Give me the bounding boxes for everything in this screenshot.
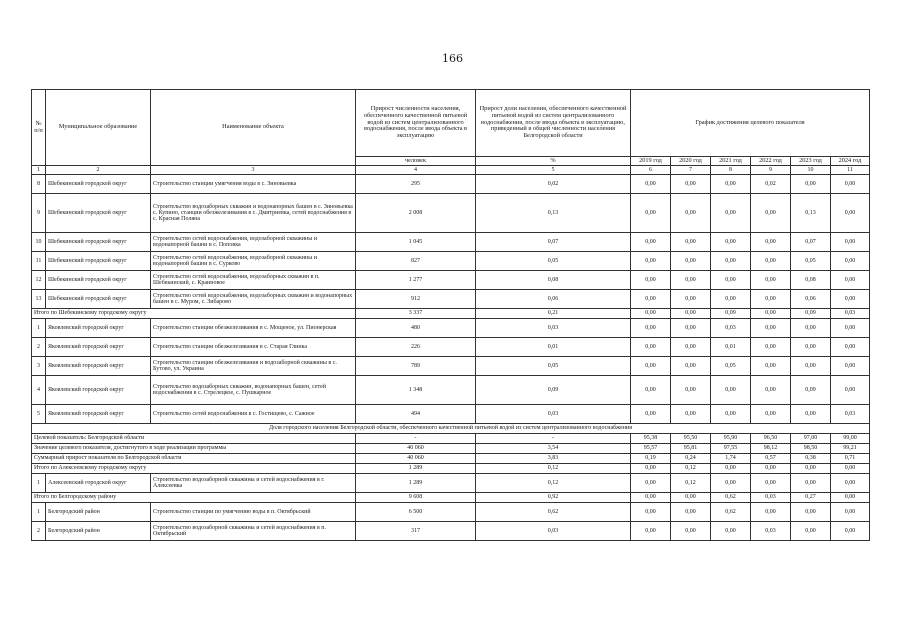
year-value-cell: 0,00	[751, 464, 791, 474]
summary-label: Итого по Белгородскому району	[32, 493, 356, 503]
year-value-cell: 0,00	[831, 493, 870, 503]
municipality-cell: Яковлевский городской округ	[46, 376, 151, 405]
municipality-cell: Яковлевский городской округ	[46, 357, 151, 376]
year-value-cell: 0,00	[751, 376, 791, 405]
pop-growth-cell: 827	[356, 252, 476, 271]
year-value-cell: 0,00	[711, 175, 751, 194]
year-value-cell: 0,12	[671, 464, 711, 474]
year-value-cell: 0,71	[831, 454, 870, 464]
year-value-cell: 0,00	[671, 309, 711, 319]
object-cell: Строительство станции обезжелезивания в с. Старая Глинка	[151, 338, 356, 357]
summary-label: Итого по Алексеевскому городскому округу	[32, 464, 356, 474]
year-value-cell: 0,08	[791, 271, 831, 290]
table-row	[32, 252, 870, 271]
pop-growth-cell: 1 289	[356, 474, 476, 493]
row-number: 12	[32, 271, 46, 290]
year-value-cell: 0,00	[791, 522, 831, 541]
table-row	[32, 357, 870, 376]
share-growth-cell: 0,07	[476, 233, 631, 252]
share-growth-cell: 0,03	[476, 405, 631, 424]
year-value-cell: 0,57	[751, 454, 791, 464]
share-growth-cell: 0,02	[476, 175, 631, 194]
municipality-cell: Алексеевский городской округ	[46, 474, 151, 493]
pop-growth-cell: 494	[356, 405, 476, 424]
share-growth-cell: 0,21	[476, 309, 631, 319]
column-number: 8	[711, 166, 751, 175]
pop-growth-cell: 1 289	[356, 464, 476, 474]
share-growth-cell: 0,05	[476, 252, 631, 271]
year-value-cell: 0,00	[711, 233, 751, 252]
year-value-cell: 0,00	[631, 493, 671, 503]
year-value-cell: 0,19	[631, 454, 671, 464]
year-value-cell: 0,00	[711, 271, 751, 290]
object-cell: Строительство сетей водоснабжения, водозаборных скважин в п. Шебекинский, с. Краиновое	[151, 271, 356, 290]
pop-growth-cell: 2 008	[356, 194, 476, 233]
year-value-cell: 0,07	[791, 233, 831, 252]
year-value-cell: 0,05	[791, 252, 831, 271]
header-unit-pct: %	[476, 157, 631, 166]
year-value-cell: 95,38	[631, 434, 671, 444]
pop-growth-cell: 295	[356, 175, 476, 194]
pop-growth-cell: 1 277	[356, 271, 476, 290]
year-value-cell: 0,00	[631, 252, 671, 271]
year-value-cell: 95,50	[671, 434, 711, 444]
object-cell: Строительство сетей водоснабжения, водозаборной скважины и водонапорной башни в с. Поповка	[151, 233, 356, 252]
municipality-cell: Белгородский район	[46, 503, 151, 522]
year-value-cell: 0,00	[831, 233, 870, 252]
total-growth-row	[32, 454, 870, 464]
share-growth-cell: 0,62	[476, 503, 631, 522]
header-num: № п/п	[32, 90, 46, 166]
year-value-cell: 0,00	[631, 464, 671, 474]
header-year: 2020 год	[671, 157, 711, 166]
year-value-cell: 0,00	[671, 175, 711, 194]
object-cell: Строительство водозаборной скважины и сетей водоснабжения в г. Алексеевка	[151, 474, 356, 493]
row-number: 2	[32, 522, 46, 541]
year-value-cell: 0,03	[831, 309, 870, 319]
table-row	[32, 175, 870, 194]
year-value-cell: 95,81	[671, 444, 711, 454]
share-growth-cell: 0,05	[476, 357, 631, 376]
row-number: 1	[32, 474, 46, 493]
row-number: 9	[32, 194, 46, 233]
year-value-cell: 0,00	[791, 175, 831, 194]
year-value-cell: 0,00	[831, 319, 870, 338]
year-value-cell: 0,09	[711, 309, 751, 319]
year-value-cell: 99,21	[831, 444, 870, 454]
year-value-cell: 0,00	[751, 357, 791, 376]
share-growth-cell: 0,03	[476, 522, 631, 541]
year-value-cell: 0,00	[671, 405, 711, 424]
header-year: 2023 год	[791, 157, 831, 166]
year-value-cell: 99,00	[831, 434, 870, 444]
header-object: Наименование объекта	[151, 90, 356, 166]
share-growth-cell: 0,13	[476, 194, 631, 233]
year-value-cell: 0,00	[671, 338, 711, 357]
column-number: 9	[751, 166, 791, 175]
municipality-cell: Шебекинский городской округ	[46, 271, 151, 290]
year-value-cell: 0,00	[751, 252, 791, 271]
object-cell: Строительство станции по умягчению воды в п. Октябрьский	[151, 503, 356, 522]
total-row	[32, 493, 870, 503]
year-value-cell: 0,05	[711, 357, 751, 376]
object-cell: Строительство станции обезжелезивания и водозаборной скважины в с. Бутово, ул. Украина	[151, 357, 356, 376]
object-cell: Строительство сетей водоснабжения в с. Гостищево, с. Сажное	[151, 405, 356, 424]
target-indicator-table	[31, 89, 870, 541]
target-indicator-row	[32, 434, 870, 444]
year-value-cell: 0,06	[791, 290, 831, 309]
year-value-cell: 0,00	[671, 271, 711, 290]
year-value-cell: 0,00	[671, 233, 711, 252]
total-row	[32, 464, 870, 474]
year-value-cell: 0,00	[791, 319, 831, 338]
year-value-cell: 0,03	[751, 522, 791, 541]
year-value-cell: 95,57	[631, 444, 671, 454]
header-share-growth: Прирост доли населения, обеспеченного качественной питьевой водой из систем централизованного водоснабжения, после ввода объекта в эксплуатацию, приведенный в общей численности населения Белгородской области	[476, 90, 631, 157]
summary-label: Итого по Шебекинскому городскому округу	[32, 309, 356, 319]
object-cell: Строительство водозаборной скважины и сетей водоснабжения в п. Октябрьский	[151, 522, 356, 541]
table-row	[32, 522, 870, 541]
municipality-cell: Шебекинский городской округ	[46, 252, 151, 271]
year-value-cell: 0,38	[791, 454, 831, 464]
share-growth-cell: -	[476, 434, 631, 444]
table-row	[32, 376, 870, 405]
pop-growth-cell: 1 348	[356, 376, 476, 405]
row-number: 2	[32, 338, 46, 357]
column-number: 2	[46, 166, 151, 175]
column-number: 1	[32, 166, 46, 175]
year-value-cell: 0,00	[711, 194, 751, 233]
year-value-cell: 0,00	[831, 175, 870, 194]
year-value-cell: 0,27	[791, 493, 831, 503]
pop-growth-cell: 40 060	[356, 444, 476, 454]
year-value-cell: 0,00	[631, 376, 671, 405]
year-value-cell: 0,00	[831, 252, 870, 271]
municipality-cell: Шебекинский городской округ	[46, 233, 151, 252]
year-value-cell: 98,12	[751, 444, 791, 454]
year-value-cell: 0,13	[791, 194, 831, 233]
year-value-cell: 0,00	[751, 503, 791, 522]
column-number: 10	[791, 166, 831, 175]
year-value-cell: 0,00	[711, 522, 751, 541]
share-growth-cell: 0,03	[476, 319, 631, 338]
table-row	[32, 474, 870, 493]
row-number: 10	[32, 233, 46, 252]
column-number: 4	[356, 166, 476, 175]
total-row	[32, 309, 870, 319]
share-growth-cell: 3,83	[476, 454, 631, 464]
section-title: Доля городского населения Белгородской области, обеспеченного качественной питьевой водой из систем централизованного водоснабжения	[32, 424, 870, 434]
header-schedule: График достижения целевого показателя	[631, 90, 870, 157]
year-value-cell: 0,00	[671, 194, 711, 233]
header-year: 2019 год	[631, 157, 671, 166]
section-row	[32, 424, 870, 434]
column-number: 3	[151, 166, 356, 175]
year-value-cell: 0,09	[791, 376, 831, 405]
year-value-cell: 0,00	[751, 338, 791, 357]
share-growth-cell: 0,12	[476, 464, 631, 474]
year-value-cell: 0,12	[671, 474, 711, 493]
summary-label: Целевой показатель: Белгородской области	[32, 434, 356, 444]
year-value-cell: 0,00	[831, 338, 870, 357]
pop-growth-cell: 789	[356, 357, 476, 376]
header-year: 2021 год	[711, 157, 751, 166]
summary-label: Суммарный прирост показателя по Белгородской области	[32, 454, 356, 464]
table-row	[32, 194, 870, 233]
year-value-cell: 0,00	[791, 474, 831, 493]
municipality-cell: Белгородский район	[46, 522, 151, 541]
year-value-cell: 0,00	[791, 338, 831, 357]
header-municipality: Муниципальное образование	[46, 90, 151, 166]
year-value-cell: 0,00	[791, 503, 831, 522]
header-year: 2024 год	[831, 157, 870, 166]
table-row	[32, 338, 870, 357]
year-value-cell: 0,00	[831, 271, 870, 290]
year-value-cell: 0,00	[751, 319, 791, 338]
year-value-cell: 0,00	[671, 252, 711, 271]
row-number: 11	[32, 252, 46, 271]
year-value-cell: 0,03	[711, 319, 751, 338]
year-value-cell: 97,00	[791, 434, 831, 444]
row-number: 13	[32, 290, 46, 309]
year-value-cell: 1,74	[711, 454, 751, 464]
column-number: 5	[476, 166, 631, 175]
page-number: 166	[442, 52, 463, 65]
year-value-cell: 0,00	[831, 522, 870, 541]
municipality-cell: Яковлевский городской округ	[46, 338, 151, 357]
year-value-cell: 0,62	[711, 493, 751, 503]
year-value-cell: 0,00	[631, 338, 671, 357]
municipality-cell: Шебекинский городской округ	[46, 290, 151, 309]
year-value-cell: 0,00	[831, 376, 870, 405]
year-value-cell: 0,00	[671, 376, 711, 405]
pop-growth-cell: 317	[356, 522, 476, 541]
year-value-cell: 0,00	[631, 233, 671, 252]
year-value-cell: 0,24	[671, 454, 711, 464]
year-value-cell: 96,50	[751, 434, 791, 444]
pop-growth-cell: 40 060	[356, 454, 476, 464]
year-value-cell: 0,03	[831, 405, 870, 424]
object-cell: Строительство водозаборных скважин, водонапорных башен, сетей водоснабжения в с. Стрелецкое, с. Пушкарное	[151, 376, 356, 405]
table-row	[32, 271, 870, 290]
year-value-cell: 0,00	[751, 233, 791, 252]
year-value-cell: 0,02	[751, 175, 791, 194]
pop-growth-cell: -	[356, 434, 476, 444]
year-value-cell: 0,00	[631, 503, 671, 522]
year-value-cell: 0,00	[631, 405, 671, 424]
municipality-cell: Шебекинский городской округ	[46, 194, 151, 233]
year-value-cell: 0,00	[631, 175, 671, 194]
year-value-cell: 0,00	[791, 405, 831, 424]
pop-growth-cell: 6 500	[356, 503, 476, 522]
row-number: 1	[32, 503, 46, 522]
year-value-cell: 0,00	[631, 309, 671, 319]
year-value-cell: 0,00	[671, 290, 711, 309]
object-cell: Строительство сетей водоснабжения, водозаборной скважины и водонапорной башни в с. Сурково	[151, 252, 356, 271]
year-value-cell: 0,00	[711, 252, 751, 271]
year-value-cell: 0,00	[631, 522, 671, 541]
year-value-cell: 0,00	[831, 357, 870, 376]
row-number: 5	[32, 405, 46, 424]
year-value-cell: 0,00	[831, 464, 870, 474]
share-growth-cell: 0,09	[476, 376, 631, 405]
year-value-cell: 0,00	[671, 357, 711, 376]
object-cell: Строительство станции обезжелезивания в с. Мощеное, ул. Пионерская	[151, 319, 356, 338]
year-value-cell: 0,00	[791, 357, 831, 376]
year-value-cell: 0,00	[631, 319, 671, 338]
year-value-cell: 0,00	[711, 290, 751, 309]
table-row	[32, 503, 870, 522]
year-value-cell: 0,00	[751, 290, 791, 309]
object-cell: Строительство станции умягчения воды в с. Зиновьевка	[151, 175, 356, 194]
year-value-cell: 0,00	[711, 464, 751, 474]
column-number: 11	[831, 166, 870, 175]
column-number: 6	[631, 166, 671, 175]
share-growth-cell: 0,92	[476, 493, 631, 503]
year-value-cell: 0,00	[831, 503, 870, 522]
year-value-cell: 0,00	[751, 309, 791, 319]
year-value-cell: 0,00	[751, 474, 791, 493]
header-unit-people: человек	[356, 157, 476, 166]
table-row	[32, 290, 870, 309]
year-value-cell: 0,00	[671, 319, 711, 338]
year-value-cell: 0,09	[791, 309, 831, 319]
share-growth-cell: 3,54	[476, 444, 631, 454]
municipality-cell: Яковлевский городской округ	[46, 319, 151, 338]
table-row	[32, 405, 870, 424]
pop-growth-cell: 912	[356, 290, 476, 309]
municipality-cell: Яковлевский городской округ	[46, 405, 151, 424]
year-value-cell: 98,50	[791, 444, 831, 454]
year-value-cell: 0,00	[831, 194, 870, 233]
pop-growth-cell: 1 045	[356, 233, 476, 252]
share-growth-cell: 0,08	[476, 271, 631, 290]
column-number: 7	[671, 166, 711, 175]
achieved-indicator-row	[32, 444, 870, 454]
pop-growth-cell: 480	[356, 319, 476, 338]
row-number: 3	[32, 357, 46, 376]
year-value-cell: 0,00	[631, 194, 671, 233]
object-cell: Строительство водозаборных скважин и водонапорных башен в с. Зиновьевка с. Купино, станции обезжелезивания в с. Дмитриевка, сетей водоснабжения в с. Красная Поляна	[151, 194, 356, 233]
year-value-cell: 0,00	[711, 474, 751, 493]
row-number: 8	[32, 175, 46, 194]
table-row	[32, 233, 870, 252]
share-growth-cell: 0,12	[476, 474, 631, 493]
year-value-cell: 0,00	[631, 474, 671, 493]
header-pop-growth: Прирост численности населения, обеспеченного качественной питьевой водой из систем централизованного водоснабжения, после ввода объекта в эксплуатацию	[356, 90, 476, 157]
year-value-cell: 0,00	[671, 522, 711, 541]
pop-growth-cell: 9 608	[356, 493, 476, 503]
year-value-cell: 0,00	[751, 271, 791, 290]
year-value-cell: 0,00	[791, 464, 831, 474]
year-value-cell: 0,00	[631, 357, 671, 376]
year-value-cell: 0,00	[711, 376, 751, 405]
share-growth-cell: 0,01	[476, 338, 631, 357]
object-cell: Строительство сетей водоснабжения, водозаборных скважин и водонапорных башен в с. Муром, с. Зибарово	[151, 290, 356, 309]
year-value-cell: 97,55	[711, 444, 751, 454]
year-value-cell: 0,62	[711, 503, 751, 522]
year-value-cell: 0,00	[751, 194, 791, 233]
table-row	[32, 319, 870, 338]
year-value-cell: 0,00	[751, 405, 791, 424]
municipality-cell: Шебекинский городской округ	[46, 175, 151, 194]
year-value-cell: 0,00	[631, 290, 671, 309]
year-value-cell: 0,00	[631, 271, 671, 290]
pop-growth-cell: 226	[356, 338, 476, 357]
year-value-cell: 0,00	[671, 503, 711, 522]
year-value-cell: 95,90	[711, 434, 751, 444]
year-value-cell: 0,00	[831, 474, 870, 493]
year-value-cell: 0,00	[711, 405, 751, 424]
pop-growth-cell: 3 337	[356, 309, 476, 319]
year-value-cell: 0,00	[831, 290, 870, 309]
year-value-cell: 0,01	[711, 338, 751, 357]
row-number: 1	[32, 319, 46, 338]
year-value-cell: 0,00	[671, 493, 711, 503]
share-growth-cell: 0,06	[476, 290, 631, 309]
summary-label: Значение целевого показателя, достигнутого в ходе реализации программы	[32, 444, 356, 454]
header-year: 2022 год	[751, 157, 791, 166]
row-number: 4	[32, 376, 46, 405]
year-value-cell: 0,03	[751, 493, 791, 503]
